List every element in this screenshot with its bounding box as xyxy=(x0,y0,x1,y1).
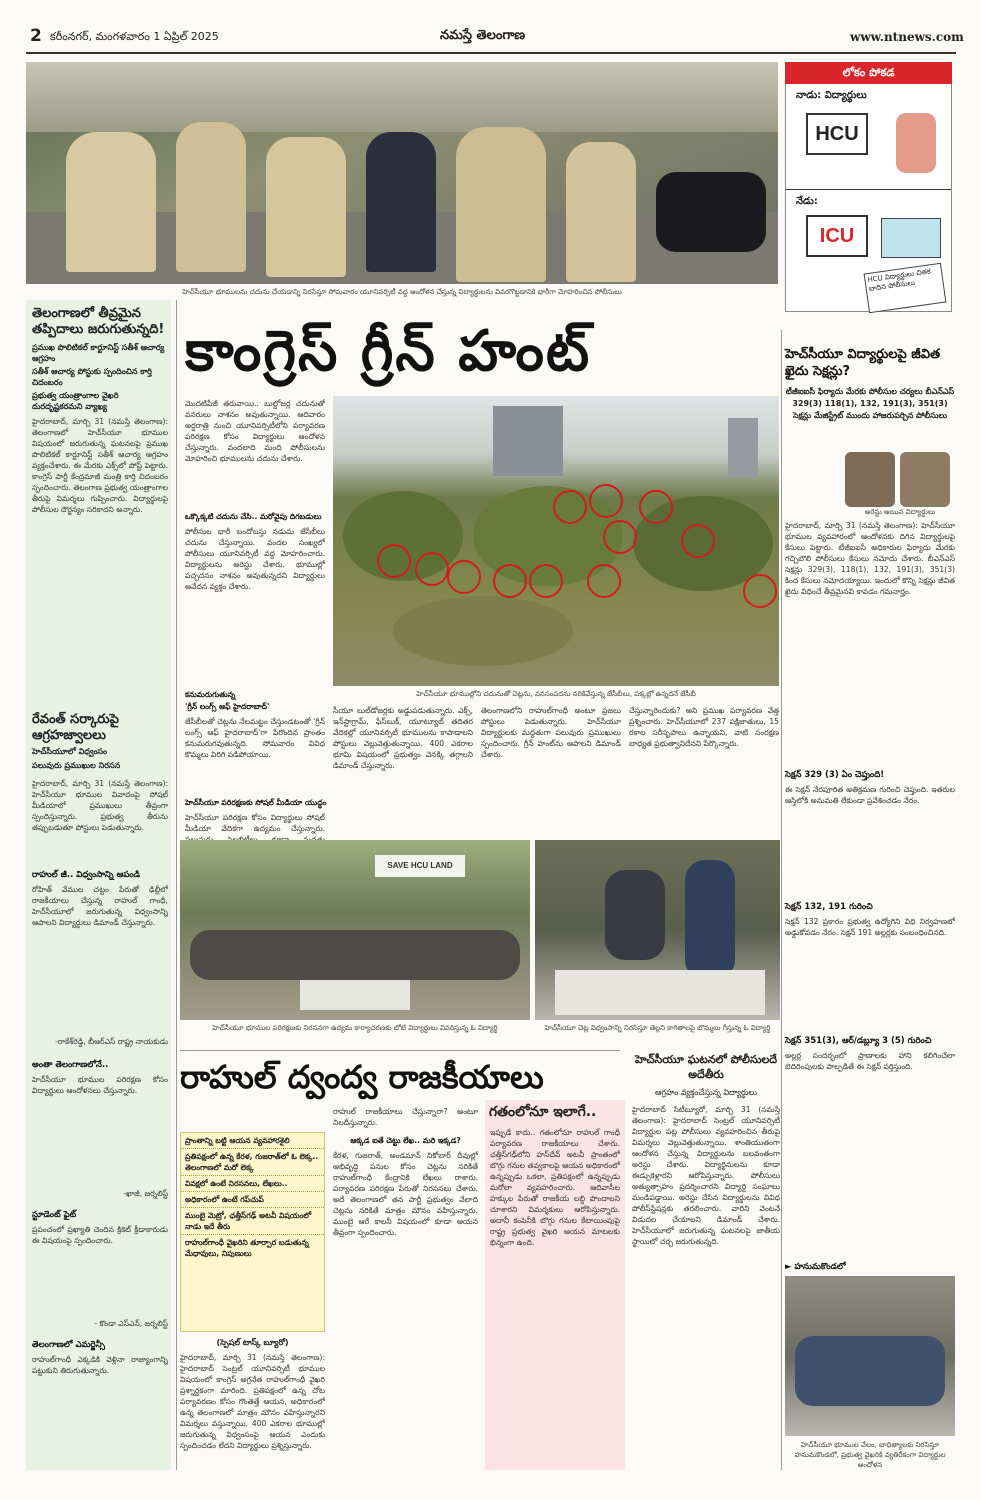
sidebar-body-1: హైదరాబాద్, మార్చి 31 (నమస్తే తెలంగాణ): తెలంగాణలో హెచ్‌సీయూ భూముల విషయంలో జరుగుతున్న ఘటనలపై ప్రముఖ పొలిటికల్ కార్టూనిస్ట్ సతీశ్ ఆచార్య ఆగ్రహం వ్యక్తంచేశారు. ఈ మేరకు ఎక్స్‌లో పోస్ట్ పెట్టారు. కాంగ్రెస్ పార్టీ కేంద్రమాజీ మంత్రి కార్తి చిదంబరం స్పందించారు. తెలంగాణ ప్రభుత్వ యంత్రాంగాల తీరుపై విమర్శలు గుప్పించారు. విద్యార్థులపై పోలీసుల దౌర్జన్యం సరికాదని అన్నారు. xyxy=(32,417,168,514)
main-story-col-4: సీయూ బుల్‌డోజర్లకు అడ్డుపడుతున్నారు. ఎక్స్, ఇన్‌స్టాగ్రామ్, ఫేస్‌బుక్, యూట్యూబ్ తదితర వేదికల్లో యూనివర్సిటీ భూములను కాపాడాలని పోస్టులు వెల్లువెత్తుతున్నాయి. 400 ఎకరాల భూమి విషయంలో ప్రభుత్వం వెనక్కి తగ్గాలని డిమాండ్ చేస్తున్నారు. xyxy=(333,706,473,770)
column-rule xyxy=(781,330,782,1470)
protest-banner: SAVE HCU LAND xyxy=(375,855,465,877)
drawing-photo-caption: హెచ్‌సీయూ చెట్ల విధ్వంసాన్ని నిరసిస్తూ తెల్లని కాగితాలపై బొమ్మలు గీస్తున్న ఓ విద్యార్థి xyxy=(544,1024,771,1032)
jcb-marker xyxy=(447,560,481,594)
main-quote: 'గ్రీన్ లంగ్స్ ఆఫ్ హైదరాబాద్' xyxy=(185,702,270,711)
sidebar-headline-1: తెలంగాణలో తీవ్రమైన తప్పిదాలు జరుగుతున్నది! xyxy=(32,306,165,337)
second-subhead: ఆక్కడ ఐతే చెట్టు లేఖ.. మరి ఇక్కడ? xyxy=(350,1136,461,1145)
right-subhead: సెక్షన్ 329 (3) ఏం చెప్తుంది! xyxy=(785,770,885,780)
second-body-col-2a: రాహుల్ రాజకీయాలు చేస్తున్నారా? అంటూ నిలదీస్తున్నారు. xyxy=(333,1107,478,1127)
hanumakonda-caption: హెచ్‌సీయూ భూముల వేలం, బాధిత్యాలకు నిరసిస్తూ హనుమకొండలో, ప్రభుత్వ వైఖరికి వ్యతిరేకంగా విద్యార్థుల ఆందోళన xyxy=(794,1441,946,1469)
sidebar-body-4: హెచ్‌సీయూ భూముల పరిరక్షణ కోసం విద్యార్థులు ఆందోళనలు చేస్తున్నారు. xyxy=(32,1075,168,1095)
top-photo-police xyxy=(26,62,778,284)
bullet-item: ముంబై మెట్రో, ఛత్తీస్‌గఢ్ అటవీ విషయంలో నాడు ఇదే తీరు xyxy=(181,1208,324,1235)
site-url: www.ntnews.com xyxy=(850,30,964,44)
dateline: కరీంనగర్, మంగళవారం 1 ఏప్రిల్ 2025 xyxy=(50,30,219,43)
jcb-marker xyxy=(415,552,449,586)
right-body-2: సెక్షన్ 132 ప్రకారం ప్రభుత్వ ఉద్యోగిని విధి నిర్వహణలో అడ్డుకోవడం నేరం. సెక్షన్ 191 అల్లర్లకు సంబంధించినది. xyxy=(785,917,955,937)
left-sidebar xyxy=(26,300,171,1470)
sidebar-body-6: రాహుల్‌గాంధీ ఎక్కడికి వెళ్లినా రాజ్యాంగాన్ని పట్టుకుని తిరుగుతున్నారు. xyxy=(32,1355,168,1375)
top-photo-caption: హెచ్‌సీయూ భూములను చదును చేయడాన్ని నిరసిస్తూ సోమవారం యూనివర్సిటీ వద్ద ఆందోళన చేస్తున్న విద్యార్థులను వివరగొట్టడానికి భారీగా మోహరించిన పోలీసులు xyxy=(182,288,622,296)
cartoon-hospital-bed xyxy=(881,218,941,258)
main-story-col-5: తెలంగాణలోని రాహుల్‌గాంధీ అంటూ ప్రజలు పోస్టులు పెడుతున్నారు. హెచ్‌సీయూ విద్యార్థులకు మద్దతుగా పలువురు ప్రముఖులు స్పందించారు. గ్రీన్ హంట్‌ను ఆపాలని డిమాండ్ చేశారు. xyxy=(481,706,621,759)
cartoon-hcu-sign: HCU xyxy=(806,113,868,155)
jcb-photo xyxy=(333,396,779,686)
cartoon-bottom-label: నేడు: xyxy=(796,196,818,207)
cartoon-box xyxy=(785,62,952,312)
bullet-item: రాహుల్‌గాంధీ వైఖరిని తూర్పార బడుతున్న మేధావులు, నిపుణులు xyxy=(185,1238,309,1258)
hanumakonda-photo xyxy=(785,1276,955,1436)
jcb-marker xyxy=(603,520,637,554)
main-story-col-2: జేసీబీలతో చెట్లను నేలమట్టం చేస్తుండటంతో 'గ్రీన్ లంగ్స్ ఆఫ్ హైదరాబాద్'గా పేరొందిన ప్రాంతం కనుమరుగవుతున్నది. సోమవారం వివిధ కొమ్మలు విరిగి పడిపోయాయి. xyxy=(185,717,325,759)
bullet-item: ప్రాంతాన్ని బట్టి ఆయన వ్యవహారశైలి xyxy=(181,1133,324,1149)
student-drawing-photo xyxy=(535,840,780,1020)
sidebar-signature: - కొండా ఎస్ఎన్, జర్నలిస్ట్ xyxy=(94,1319,168,1328)
main-subhead: హెచ్‌సీయూ పరిరక్షణకు సోషల్ మీడియా యుద్ధం xyxy=(185,798,327,807)
sidebar-body-2: హైదరాబాద్, మార్చి 31 (నమస్తే తెలంగాణ): హెచ్‌సీయూ భూముల వివాదంపై సోషల్ మీడియాలో ప్రముఖులు తీవ్రంగా స్పందిస్తున్నారు. ప్రభుత్వ తీరును తప్పుబడుతూ పోస్టులు పెడుతున్నారు. xyxy=(32,779,168,832)
main-story-col-3: హెచ్‌సీయూ పరిరక్షణ కోసం విద్యార్థులు సోషల్ మీడియా వేదికగా ఉద్యమం చేస్తున్నారు. xyxy=(185,813,325,833)
second-byline: (స్పెషల్ టాస్క్ బ్యూరో) xyxy=(216,1338,289,1347)
sidebar-bullet: ప్రభుత్వ యంత్రాంగాల వైఖరి దురదృష్టకరమని వ్యాఖ్య xyxy=(32,391,119,411)
jcb-marker xyxy=(377,544,411,578)
jcb-marker xyxy=(681,524,715,558)
right-body-1: ఈ సెక్షన్ నేరపూరిత అతిక్రమణ గురించి చెప్తుంది. ఇతరుల ఆస్తిలోకి అనుమతి లేకుండా ప్రవేశించడం నేరం. xyxy=(785,785,955,805)
students-gathering-photo xyxy=(180,840,530,1020)
sidebar-bullet: పలువురు ప్రముఖుల నిరసన xyxy=(32,761,121,770)
main-subhead: ఒక్కొక్కటి చదును చేసి.. మరోవైపు దిగబడులు xyxy=(185,512,322,521)
main-story-col-1: మొదటిపేజీ తరువాయి.. బుల్డోజర్ల చదునుతో వనరులు నాశనం అవుతున్నాయి. ఆదివారం అర్ధరాత్రి నుంచి యూనివర్సిటీలోని పర్యావరణ పరిరక్షణ కోసం విద్యార్థులు ఆందోళన చేస్తున్నారు. వందలాది మంది పోలీసులను మోహరించి భూములను చదును చేశారు. xyxy=(185,399,325,463)
cartoon-paper-note: HCU విద్యార్థులు చితక బాదిన పోలీసులు xyxy=(864,263,947,313)
right-subhead: సెక్షన్ 132, 191 గురించి xyxy=(785,902,873,912)
right-deck: టీజీఐఐసీ ఫిర్యాదు మేరకు పోలీసుల చర్యలు బీఎన్ఎస్ 329(3) 118(1), 132, 191(3), 351(3) సెక్షన్లు మేజిస్ట్రేట్ ముందు హాజరుపర్చిన పోలీసులు xyxy=(785,387,955,420)
bullet-item: అధికారంలో ఉంటే గప్‌చుప్ xyxy=(181,1192,324,1208)
sidebar-signature: -రాకేశ్‌రెడ్డి, బీఆర్‌ఎస్ రాష్ట్ర నాయకుడు xyxy=(55,1037,168,1046)
jcb-marker xyxy=(587,564,621,598)
sidebar-subhead: స్టూడెంట్ ఫైట్ xyxy=(32,1210,77,1220)
right-body-3: అల్లర్ల సందర్భంలో ప్రాణాలకు హాని కలిగించేలా బెదిరింపులకు పాల్పడితే ఈ సెక్షన్ వర్తిస్తుంది. xyxy=(785,1051,955,1071)
right-body-intro xyxy=(785,452,841,512)
sidebar-body-5: ప్రపంచంలో ప్రఖ్యాతి చెందిన క్రికెట్ క్రీడాకారుడు ఈ విషయంపై స్పందించారు. xyxy=(32,1225,168,1245)
jcb-marker xyxy=(589,484,623,518)
pink-body: ఇప్పుడే కాదు.. గతంలోనూ రాహుల్ గాంధీ పర్యావరణ రాజకీయాలు చేశారు. ఛత్తీస్‌గఢ్‌లోని హస్‌దేవ్ అటవీ ప్రాంతంలో బొగ్గు గనుల తవ్వకాలపై ఆయన అధికారంలో ఉన్నప్పుడు ఒకలా, ప్రతిపక్షంలో ఉన్నప్పుడు మరోలా వ్యవహరించారు. ఆదివాసీల హక్కుల పేరుతో రాజకీయ లబ్ధి పొందాలని చూశారని విమర్శకులు ఆరోపిస్తున్నారు. అదానీ కంపెనీకి బొగ్గు గనుల కేటాయింపుపై రాష్ట్ర ప్రభుత్వ వైఖరి ఆయన మాటలకు భిన్నంగా ఉంది. xyxy=(490,1128,620,1247)
cartoon-top-label: నాడు: విద్యార్థులు xyxy=(796,90,867,101)
main-story-col-6: చేస్తున్నారెందుకు? అని ప్రముఖ పర్యావరణ వేత్త ప్రశ్నించారు. హెచ్‌సీయూలో 237 పక్షిజాతులు, 15 రకాల సరీసృపాలు ఉన్నాయని, వాటి సంరక్షణ బాధ్యత ప్రభుత్వానిదేనని పేర్కొన్నారు. xyxy=(629,706,779,748)
pink-sidebar-box xyxy=(485,1100,625,1470)
sidebar-subhead: రాహుల్ జీ.. విధ్వంసాన్ని ఆపండి xyxy=(32,870,141,880)
bullet-item: వివక్షలో ఉంటే నిరసనలు, లేఖలు.. xyxy=(181,1176,324,1192)
right-headline: హెచ్‌సీయూ విద్యార్థులపై జీవిత ఖైదు సెక్షన్లు? xyxy=(785,347,941,379)
brand-name: నమస్తే తెలంగాణ xyxy=(440,28,526,43)
main-headline: కాంగ్రెస్ గ్రీన్ హంట్ xyxy=(185,318,592,384)
sidebar-bullet: ప్రముఖ పొలిటికల్ కార్టూనిస్ట్ సతీశ్ ఆచార్య ఆగ్రహం xyxy=(32,343,165,363)
side-body: హైదరాబాద్ సిటీబ్యూరో, మార్చి 31 (నమస్తే తెలంగాణ): హైదరాబాద్ సెంట్రల్ యూనివర్సిటీ విద్యార్థుల పట్ల పోలీసులు వ్యవహరించిన తీరుపై విమర్శలు వెల్లువెత్తుతున్నాయి. శాంతియుతంగా ఆందోళన చేస్తున్న విద్యార్థులను బలవంతంగా అరెస్టు చేశారు. విద్యార్థినులను కూడా ఈడ్చుకెళ్లారని ఆరోపిస్తున్నారు. పోలీసులు అత్యుత్సాహం ప్రదర్శించారని విద్యార్థి సంఘాలు మండిపడ్డాయి. అరెస్టు చేసిన విద్యార్థులను వివిధ పోలీస్‌స్టేషన్లకు తరలించారు. వారిని వెంటనే విడుదల చేయాలని డిమాండ్ చేశారు. హెచ్‌సీయూలో జరుగుతున్న ఘటనలపై జాతీయ స్థాయిలో చర్చ జరుగుతున్నది. xyxy=(632,1105,780,1246)
sidebar-subhead: అంతా తెలంగాణలోనే.. xyxy=(32,1060,109,1070)
sidebar-subhead: తెలంగాణలో ఎమర్జెన్సీ xyxy=(32,1340,105,1350)
students-photo-caption: హెచ్‌సీయూ భూముల పరిరక్షణకు నిరసనగా ఉద్యమ కార్యాచరణకు బోటి విద్యార్థులు వివరిస్తున్న ఓ విద్యార్థి xyxy=(212,1024,498,1032)
cartoon-icu-sign: ICU xyxy=(806,215,868,257)
second-headline: రాహుల్ ద్వంద్వ రాజకీయాలు xyxy=(180,1058,544,1096)
masthead-rule xyxy=(26,52,956,54)
cartoon-header: లోకం పోకడ xyxy=(785,62,952,84)
arrested-photo-caption: అరెస్టు అయిన విద్యార్థులు xyxy=(864,508,936,516)
second-body-col-2b: కేరళ, గుజరాత్, అండమాన్ నికోబార్ దీవుల్లో అభివృద్ధి పనుల కోసం చెట్లను నరికితే రాహుల్‌గాంధీ కేంద్రానికి లేఖలు రాశారు. పర్యావరణ పరిరక్షణ పేరుతో నిరసనలు చేశారు. అదే తెలంగాణలో తన పార్టీ ప్రభుత్వం వేలాది చెట్లను నరికితే మాత్రం మౌనం వహిస్తున్నారు. ముంబై ఆరే కాలనీ విషయంలో కూడా ఆయన తీవ్రంగా స్పందించారు. xyxy=(333,1151,478,1237)
sidebar-bullet: సతీశ్ ఆచార్య పోస్టుకు స్పందించిన కార్తి చిదంబరం xyxy=(32,367,152,387)
sidebar-body-3: రోహిత్ వేముల చట్టం పేరుతో ఢిల్లీలో రాజకీయాలు చేస్తున్న రాహుల్ గాంధీ, హెచ్‌సీయూలో జరుగుతున్న విధ్వంసాన్ని ఆపాలని విద్యార్థులు డిమాండ్ చేస్తున్నారు. xyxy=(32,885,168,927)
second-story-bullets xyxy=(180,1132,325,1332)
jcb-photo-caption: హెచ్‌సీయూ భూముల్లోని చదునుతో చెట్లను, వనసంపదను నరికివేస్తున్న జేసీబీలు, పక్కల్లో ఉన్నదనే జేసీబీ xyxy=(416,690,696,698)
right-body: హైదరాబాద్, మార్చి 31 (నమస్తే తెలంగాణ): హెచ్‌సీయూ భూముల వ్యవహారంలో ఆందోళనకు దిగిన విద్యార్థులపై కేసులు పెట్టారు. టీజీఐఐసీ అధికారుల ఫిర్యాదు మేరకు గచ్చిబౌలి పోలీసులు కేసులు నమోదు చేశారు. బీఎన్ఎస్ సెక్షన్లు 329(3), 118(1), 132, 191(3), 351(3) కింద కేసులు నమోదయ్యాయి. ఇందులో కొన్ని సెక్షన్లు జీవిత ఖైదు విధించే తీవ్రమైనవి కావడం గమనార్హం. xyxy=(785,521,955,596)
right-subhead: ► హనుమకొండలో xyxy=(785,1262,846,1272)
sidebar-signature: -ఖాజీ, జర్నలిస్ట్ xyxy=(123,1189,168,1198)
jcb-marker xyxy=(493,564,527,598)
sidebar-bullet: హెచ్‌సీయూలో విధ్వంసం xyxy=(32,747,108,756)
jcb-marker xyxy=(743,574,777,608)
bullet-item: ప్రతిపక్షంలో ఉన్న కేరళ, గుజరాత్‌లో ఓ లెక్క.. తెలంగాణలో మరో లెక్క xyxy=(181,1149,324,1176)
sidebar-headline-2: రేవంత్ సర్కారుపై ఆగ్రహజ్వాలలు xyxy=(32,712,119,743)
arrested-student-photo xyxy=(845,452,895,507)
jcb-marker xyxy=(529,564,563,598)
jcb-marker xyxy=(639,490,673,524)
main-subhead: కనుమరుగుతున్న xyxy=(185,690,236,699)
side-headline: హెచ్‌సీయూ ఘటనలో పోలీసులదే అదేతీరు xyxy=(634,1053,778,1081)
page-number: 2 xyxy=(30,26,42,46)
main-story-col-1b: పోలీసుల భారీ బందోబస్తు నడుమ జేసీబీలు చదును చేస్తున్నాయి. వందల సంఖ్యలో పోలీసులు యూనివర్సిటీ వద్ద మోహరించారు. విద్యార్థులను అరెస్టు చేశారు. భూముల్లో పచ్చదనం నాశనం అవుతున్నదని విద్యార్థులు ఆవేదన వ్యక్తం చేశారు. xyxy=(185,527,325,591)
arrested-student-photo xyxy=(900,452,950,507)
jcb-marker xyxy=(553,490,587,524)
side-deck: ఆగ్రహం వ్యక్తంచేస్తున్న విద్యార్థులు xyxy=(655,1088,757,1097)
pink-headline: గతంలోనూ ఇలాగే.. xyxy=(489,1104,597,1120)
second-body-col-1: హైదరాబాద్, మార్చి 31 (నమస్తే తెలంగాణ): హైదరాబాద్ సెంట్రల్ యూనివర్సిటీ భూముల విషయంలో కాంగ్రెస్ అగ్రనేత రాహుల్‌గాంధీ వైఖరి ప్రశ్నార్థకంగా మారింది. ప్రతిపక్షంలో ఉన్న చోట పర్యావరణం కోసం గొంతెత్తే ఆయన, అధికారంలో ఉన్న తెలంగాణలో మాత్రం మౌనం వహిస్తున్నారని విమర్శలు వస్తున్నాయి. 400 ఎకరాల భూముల్లో జరుగుతున్న విధ్వంసంపై ఆయన ఎందుకు స్పందించడం లేదని విద్యార్థులు ప్రశ్నిస్తున్నారు. xyxy=(180,1353,325,1450)
right-subhead: సెక్షన్ 351(3), ఆర్/డబ్ల్యూ 3 (5) గురించి xyxy=(785,1036,932,1046)
cartoon-student-figure xyxy=(896,113,936,173)
column-rule xyxy=(176,300,177,1470)
masthead xyxy=(0,0,981,54)
